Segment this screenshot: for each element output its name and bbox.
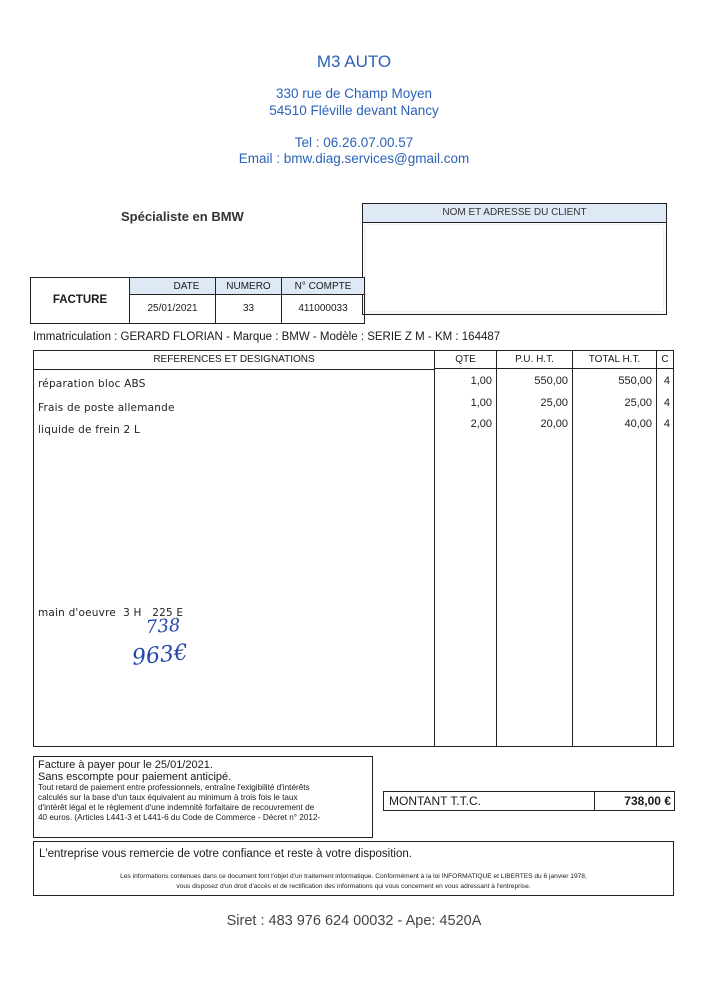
row-3-total: 40,00 [624,418,652,430]
specialty-title: Spécialiste en BMW [121,209,244,224]
col-header-unit-price: P.U. H.T. [496,351,572,369]
col-header-qty: QTE [434,351,496,369]
company-address-line1: 330 rue de Champ Moyen [275,86,433,101]
footer-siret: Siret : 483 976 624 00032 - Ape: 4520A [226,913,482,929]
row-2-code: 4 [663,397,670,409]
row-2-total: 25,00 [624,397,652,409]
vehicle-line: Immatriculation : GERARD FLORIAN - Marque : BMW - Modèle : SERIE Z M - KM : 164487 [33,331,501,343]
invoice-doc-type: FACTURE [52,294,108,306]
handwritten-amount-1: 738 [145,614,182,639]
client-box [362,203,667,315]
row-1-designation: réparation bloc ABS [38,378,146,390]
items-table [33,350,674,747]
row-2-qty: 1,00 [470,397,492,409]
row-1-unit-price: 550,00 [534,375,568,387]
company-phone: Tel : 06.26.07.00.57 [294,135,414,150]
account-header: N° COMPTE [281,278,364,295]
col-header-designation: REFERENCES ET DESIGNATIONS [34,351,434,370]
late-payment-line-2: calculés sur la base d'un taux équivalent au minimum à trois fois le taux [38,793,298,802]
thanks-message: L'entreprise vous remercie de votre confiance et reste à votre disposition. [39,848,412,860]
row-2-unit-price: 25,00 [540,397,568,409]
handwritten-amount-2: 963€ [130,640,190,671]
payment-due-line: Facture à payer pour le 25/01/2021. [38,759,213,771]
total-ttc-box [383,791,675,811]
row-1-total: 550,00 [618,375,652,387]
col-header-code: C [656,351,673,369]
row-3-designation: liquide de frein 2 L [38,424,141,436]
legal-notice-line-2: vous disposez d'un droit d'accès et de rectification des informations qui vous concernent en vous adressant à l'entreprise. [176,883,531,890]
legal-notice-line-1: Les informations contenues dans ce document font l'objet d'un traitement informatique. Conformément à la loi INFORMATIQUE et LIBERTES du 6 janvier 1978, [120,873,587,880]
total-ttc-value: 738,00 € [594,792,674,810]
invoice-info-box [30,277,365,324]
no-discount-line: Sans escompte pour paiement anticipé. [38,771,232,783]
row-2-designation: Frais de poste allemande [38,402,175,414]
date-header: DATE [129,278,243,295]
total-ttc-label: MONTANT T.T.C. [389,794,482,808]
invoice-date: 25/01/2021 [129,295,215,323]
row-3-qty: 2,00 [470,418,492,430]
labour-note: main d'oeuvre 3 H 225 E [38,607,184,619]
row-3-code: 4 [663,418,670,430]
client-address-redacted [366,225,663,311]
company-name: M3 AUTO [316,52,392,71]
late-payment-line-4: 40 euros. (Articles L441-3 et L441-6 du Code de Commerce - Décret n° 2012- [38,813,321,822]
row-1-qty: 1,00 [470,375,492,387]
invoice-account: 411000033 [281,295,364,323]
col-header-total: TOTAL H.T. [572,351,656,369]
company-email: Email : bmw.diag.services@gmail.com [238,151,470,166]
late-payment-line-3: d'intérêt légal et le règlement d'une indemnité forfaitaire de recouvrement de [38,803,315,812]
invoice-number: 33 [215,295,281,323]
client-box-header: NOM ET ADRESSE DU CLIENT [363,204,666,223]
thanks-box [33,841,674,896]
late-payment-line-1: Tout retard de paiement entre professionnels, entraîne l'exigibilité d'intérêts [38,783,310,792]
row-3-unit-price: 20,00 [540,418,568,430]
row-1-code: 4 [663,375,670,387]
payment-terms-box [33,756,373,838]
company-address-line2: 54510 Fléville devant Nancy [269,103,439,118]
number-header: NUMERO [215,278,281,295]
